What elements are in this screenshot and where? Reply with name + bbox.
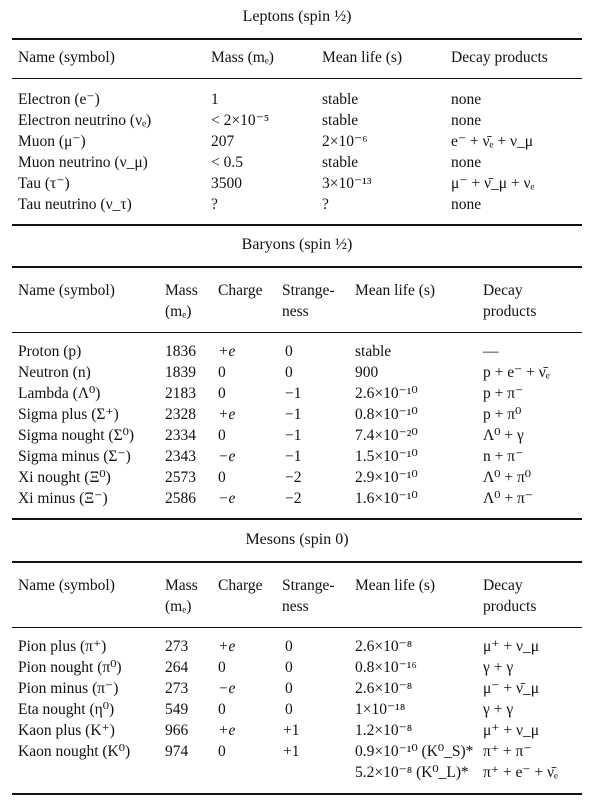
mes-charge: 0	[218, 743, 226, 760]
bar-h-decay: Decay	[483, 282, 523, 299]
mes-h-decay-2: products	[483, 598, 537, 615]
lep-name: Tau neutrino (ν_τ)	[18, 196, 132, 213]
mes-mass: 974	[165, 743, 189, 760]
bar-charge: −e	[218, 490, 236, 507]
mes-decay: γ + γ	[483, 701, 514, 718]
leptons-bottom-rule	[12, 224, 582, 226]
bar-h-strange: Strange-	[282, 282, 335, 299]
lep-life: ?	[322, 196, 329, 213]
bar-life: 2.6×10⁻¹⁰	[355, 385, 418, 402]
mes-charge: +e	[218, 638, 236, 655]
meson-row	[0, 699, 594, 720]
bar-charge: 0	[218, 364, 226, 381]
mes-name: Pion minus (π⁻)	[18, 680, 119, 697]
mes-charge: −e	[218, 680, 236, 697]
bar-decay: p + e⁻ + ν̄ₑ	[483, 364, 550, 381]
lep-decay: none	[451, 91, 482, 108]
mes-decay: μ⁺ + ν_μ	[483, 722, 540, 739]
mes-h-strange: Strange-	[282, 577, 335, 594]
lep-mass: < 0.5	[211, 154, 243, 171]
bar-life: 2.9×10⁻¹⁰	[355, 469, 418, 486]
mes-strange: 0	[285, 680, 293, 697]
mes-life: 5.2×10⁻⁸ (K⁰_L)*	[355, 764, 469, 781]
lep-name: Tau (τ⁻)	[18, 175, 70, 192]
leptons-title: Leptons (spin ½)	[242, 8, 352, 25]
lep-mass: 3500	[211, 175, 242, 192]
mes-name: Kaon nought (K⁰)	[18, 743, 131, 760]
baryon-row	[0, 362, 594, 383]
bar-mass: 2343	[165, 448, 196, 465]
lep-decay: none	[451, 196, 482, 213]
bar-name: Xi minus (Ξ⁻)	[18, 490, 108, 507]
mes-h-mass: Mass	[165, 577, 198, 594]
baryon-row	[0, 425, 594, 446]
lep-life: 3×10⁻¹³	[322, 175, 372, 192]
baryons-bottom-rule	[12, 518, 582, 520]
mes-decay: γ + γ	[483, 659, 514, 676]
bar-name: Proton (p)	[18, 343, 82, 360]
baryon-row	[0, 404, 594, 425]
mes-h-name: Name (symbol)	[18, 577, 115, 594]
lep-h-mass: Mass (mₑ)	[211, 49, 274, 66]
mes-strange: +1	[283, 743, 300, 760]
lep-mass: < 2×10⁻⁵	[211, 112, 270, 129]
lep-mass: 207	[211, 133, 235, 150]
bar-charge: 0	[218, 385, 226, 402]
lep-h-life: Mean life (s)	[322, 49, 403, 66]
mes-life: 2.6×10⁻⁸	[355, 680, 413, 697]
leptons-header-rule	[12, 78, 582, 79]
meson-row	[0, 636, 594, 657]
lep-name: Electron (e⁻)	[18, 91, 100, 108]
bar-life: 900	[355, 364, 379, 381]
mes-strange: 0	[285, 659, 293, 676]
bar-mass: 2573	[165, 469, 196, 486]
bar-strange: −1	[285, 448, 302, 465]
bar-charge: 0	[218, 469, 226, 486]
mes-life: 0.9×10⁻¹⁰ (K⁰_S)*	[355, 743, 474, 760]
mes-life: 0.8×10⁻¹⁶	[355, 659, 417, 676]
mes-name: Eta nought (η⁰)	[18, 701, 115, 718]
bar-decay: Λ⁰ + π⁰	[483, 469, 531, 486]
mes-strange: 0	[285, 701, 293, 718]
bar-strange: −1	[285, 427, 302, 444]
lep-decay: μ⁻ + ν̄_μ + νₑ	[451, 175, 535, 192]
bar-decay: Λ⁰ + π⁻	[483, 490, 533, 507]
lep-mass: 1	[211, 91, 219, 108]
bar-charge: 0	[218, 427, 226, 444]
bar-life: 7.4×10⁻²⁰	[355, 427, 418, 444]
mes-charge: 0	[218, 701, 226, 718]
lep-h-name: Name (symbol)	[18, 49, 115, 66]
bar-mass: 2183	[165, 385, 196, 402]
bar-h-life: Mean life (s)	[355, 282, 436, 299]
bar-decay: n + π⁻	[483, 448, 524, 465]
bar-name: Neutron (n)	[18, 364, 91, 381]
lep-h-decay: Decay products	[451, 49, 548, 66]
bar-strange: −1	[285, 385, 302, 402]
mes-mass: 549	[165, 701, 189, 718]
mes-decay: π⁺ + π⁻	[483, 743, 532, 760]
baryon-row	[0, 467, 594, 488]
leptons-top-rule	[12, 38, 582, 40]
lep-life: 2×10⁻⁶	[322, 133, 368, 150]
bar-h-mass-unit: (mₑ)	[165, 303, 192, 320]
lepton-row	[0, 89, 594, 110]
lep-mass: ?	[211, 196, 218, 213]
bar-h-strange-2: ness	[282, 303, 309, 320]
bar-name: Sigma minus (Σ⁻)	[18, 448, 131, 465]
mes-h-life: Mean life (s)	[355, 577, 436, 594]
bar-name: Xi nought (Ξ⁰)	[18, 469, 111, 486]
bar-life: 0.8×10⁻¹⁰	[355, 406, 418, 423]
bar-strange: −2	[285, 490, 302, 507]
bar-decay: p + π⁰	[483, 406, 522, 423]
mes-name: Kaon plus (K⁺)	[18, 722, 115, 739]
bar-mass: 2328	[165, 406, 196, 423]
mesons-bottom-rule	[12, 793, 582, 795]
bar-charge: +e	[218, 343, 236, 360]
bar-mass: 1836	[165, 343, 196, 360]
lep-decay: e⁻ + ν̄ₑ + ν_μ	[451, 133, 534, 150]
baryon-row	[0, 383, 594, 404]
mes-mass: 966	[165, 722, 189, 739]
bar-decay: Λ⁰ + γ	[483, 427, 524, 444]
baryon-row	[0, 488, 594, 509]
meson-row	[0, 657, 594, 678]
bar-decay: p + π⁻	[483, 385, 524, 402]
bar-strange: 0	[285, 364, 293, 381]
lep-life: stable	[322, 112, 359, 129]
bar-strange: 0	[285, 343, 293, 360]
bar-life: stable	[355, 343, 392, 360]
mes-name: Pion nought (π⁰)	[18, 659, 122, 676]
baryons-top-rule	[12, 266, 582, 268]
meson-row	[0, 741, 594, 762]
mes-decay: μ⁻ + ν̄_μ	[483, 680, 540, 697]
baryon-row	[0, 446, 594, 467]
mesons-header	[0, 575, 594, 617]
mesons-title: Mesons (spin 0)	[245, 531, 349, 548]
mes-strange: +1	[283, 722, 300, 739]
bar-charge: +e	[218, 406, 236, 423]
lepton-row	[0, 173, 594, 194]
bar-name: Lambda (Λ⁰)	[18, 385, 101, 402]
bar-h-mass: Mass	[165, 282, 198, 299]
mes-decay: μ⁺ + ν_μ	[483, 638, 540, 655]
bar-h-decay-2: products	[483, 303, 537, 320]
mes-life: 2.6×10⁻⁸	[355, 638, 413, 655]
lep-decay: none	[451, 112, 482, 129]
bar-name: Sigma nought (Σ⁰)	[18, 427, 134, 444]
lep-life: stable	[322, 91, 359, 108]
bar-life: 1.6×10⁻¹⁰	[355, 490, 418, 507]
mes-decay: π⁺ + e⁻ + ν̄ₑ	[483, 764, 559, 781]
mes-h-strange-2: ness	[282, 598, 309, 615]
bar-mass: 1839	[165, 364, 196, 381]
lepton-row	[0, 110, 594, 131]
meson-row	[0, 720, 594, 741]
baryons-title: Baryons (spin ½)	[241, 236, 353, 253]
mes-h-mass-unit: (mₑ)	[165, 598, 192, 615]
bar-life: 1.5×10⁻¹⁰	[355, 448, 418, 465]
bar-name: Sigma plus (Σ⁺)	[18, 406, 119, 423]
mes-h-charge: Charge	[218, 577, 263, 594]
baryons-header	[0, 280, 594, 322]
mes-mass: 264	[165, 659, 189, 676]
bar-strange: −1	[285, 406, 302, 423]
mes-charge: 0	[218, 659, 226, 676]
lep-decay: none	[451, 154, 482, 171]
mes-life: 1×10⁻¹⁸	[355, 701, 406, 718]
baryon-row	[0, 341, 594, 362]
baryons-header-rule	[12, 332, 582, 333]
meson-row	[0, 762, 594, 783]
mes-strange: 0	[285, 638, 293, 655]
mesons-header-rule	[12, 627, 582, 628]
mes-life: 1.2×10⁻⁸	[355, 722, 413, 739]
bar-mass: 2334	[165, 427, 196, 444]
mesons-top-rule	[12, 561, 582, 563]
lepton-row	[0, 152, 594, 173]
bar-h-charge: Charge	[218, 282, 263, 299]
mes-charge: +e	[218, 722, 236, 739]
bar-h-name: Name (symbol)	[18, 282, 115, 299]
bar-strange: −2	[285, 469, 302, 486]
mes-mass: 273	[165, 680, 189, 697]
lep-name: Electron neutrino (νₑ)	[18, 112, 152, 129]
bar-mass: 2586	[165, 490, 196, 507]
lepton-row	[0, 194, 594, 215]
bar-charge: −e	[218, 448, 236, 465]
lep-life: stable	[322, 154, 359, 171]
bar-decay: —	[483, 343, 499, 360]
mes-name: Pion plus (π⁺)	[18, 638, 107, 655]
mes-h-decay: Decay	[483, 577, 523, 594]
lep-name: Muon neutrino (ν_μ)	[18, 154, 148, 171]
mes-mass: 273	[165, 638, 189, 655]
meson-row	[0, 678, 594, 699]
leptons-header	[0, 47, 594, 68]
lep-name: Muon (μ⁻)	[18, 133, 86, 150]
lepton-row	[0, 131, 594, 152]
